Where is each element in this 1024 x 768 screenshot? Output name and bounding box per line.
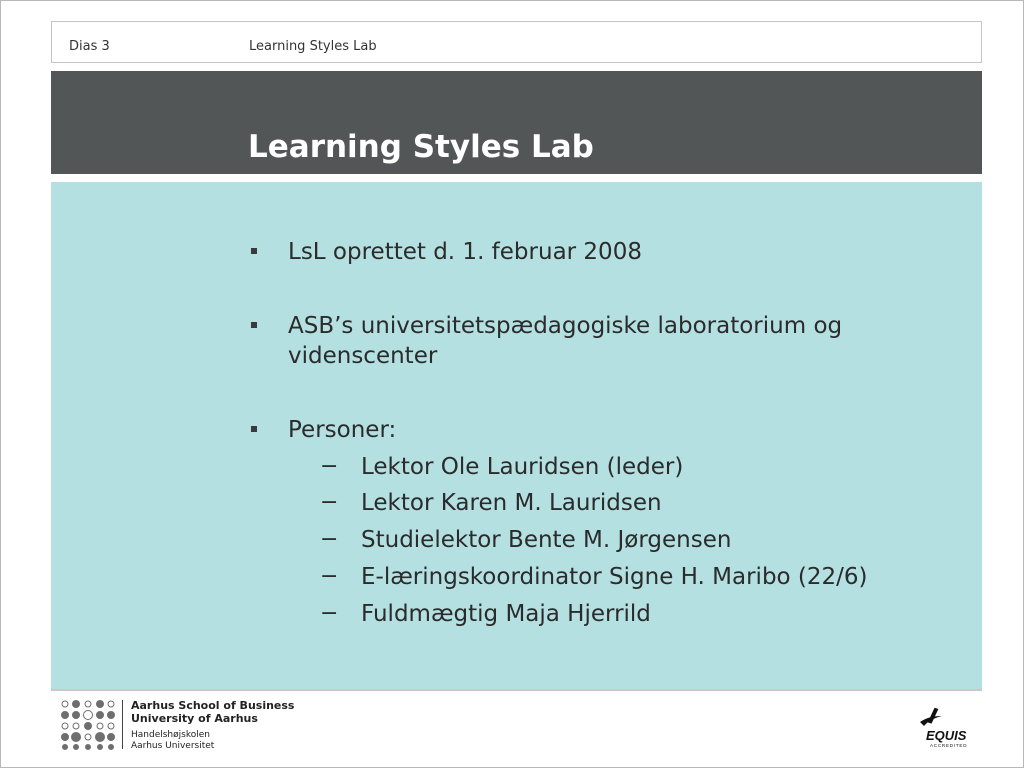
university-logo-icon	[60, 700, 116, 750]
school-name-da: Handelshøjskolen	[131, 730, 210, 740]
university-name-da: Aarhus Universitet	[131, 741, 215, 751]
sub-item: Fuldmægtig Maja Hjerrild	[361, 601, 651, 627]
bullet-square-icon	[251, 248, 257, 254]
bullet-square-icon	[251, 322, 257, 328]
bullet-item: Personer:	[288, 417, 397, 443]
logo-separator	[122, 700, 123, 749]
equis-accreditation-logo	[912, 704, 976, 750]
bullet-item: LsL oprettet d. 1. februar 2008	[288, 239, 642, 265]
dash-icon: −	[320, 601, 339, 626]
header-title: Learning Styles Lab	[249, 39, 377, 54]
equis-wordmark: EQUIS	[926, 728, 967, 743]
slide-header	[51, 21, 982, 63]
sub-item: E-læringskoordinator Signe H. Maribo (22/6)	[361, 564, 868, 590]
equis-accredited: ACCREDITED	[930, 743, 968, 748]
title-band	[51, 71, 982, 174]
dash-icon: −	[320, 454, 339, 479]
school-name-en: Aarhus School of Business	[131, 699, 295, 712]
bullet-item-continuation: videnscenter	[288, 343, 438, 369]
sub-item: Lektor Ole Lauridsen (leder)	[361, 454, 684, 480]
bullet-item: ASB’s universitetspædagogiske laboratorium og	[288, 313, 843, 339]
content-area	[51, 182, 982, 690]
dash-icon: −	[320, 527, 339, 552]
footer-divider	[51, 689, 982, 691]
dash-icon: −	[320, 564, 339, 589]
dash-icon: −	[320, 490, 339, 515]
sub-item: Studielektor Bente M. Jørgensen	[361, 527, 732, 553]
slide-number: Dias 3	[69, 39, 110, 54]
bullet-square-icon	[251, 426, 257, 432]
slide-title: Learning Styles Lab	[248, 129, 594, 165]
sub-item: Lektor Karen M. Lauridsen	[361, 490, 662, 516]
university-name-en: University of Aarhus	[131, 712, 258, 725]
